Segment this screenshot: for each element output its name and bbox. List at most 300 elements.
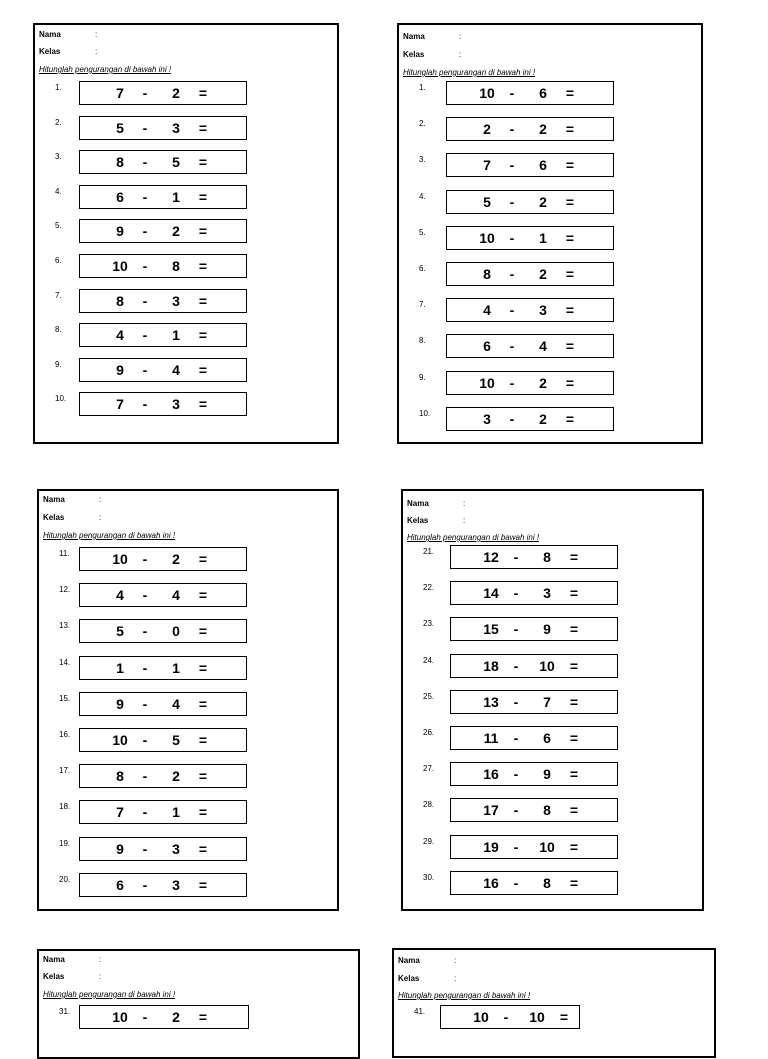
equals-sign: =: [569, 874, 579, 891]
problem-box[interactable]: [79, 800, 247, 824]
minuend: 10: [112, 551, 128, 567]
minuend: 6: [116, 876, 124, 893]
minus-sign: -: [142, 119, 148, 136]
minuend: 10: [479, 85, 495, 101]
problem-number: 24.: [423, 655, 435, 665]
kelas-colon: :: [459, 50, 462, 59]
equals-sign: =: [565, 121, 575, 138]
minuend: 13: [483, 693, 499, 710]
nama-label: Nama: [39, 30, 61, 39]
equals-sign: =: [565, 85, 575, 101]
minus-sign: -: [513, 874, 519, 891]
minus-sign: -: [509, 338, 515, 355]
kelas-label: Kelas: [39, 47, 61, 56]
minus-sign: -: [509, 374, 515, 391]
equals-sign: =: [198, 223, 208, 240]
instruction-text: Hitunglah pengurangan di bawah ini !: [43, 990, 176, 999]
kelas-colon: :: [99, 513, 102, 522]
problem-row: [39, 873, 337, 899]
minus-sign: -: [513, 585, 519, 602]
minus-sign: -: [509, 85, 515, 101]
minuend: 8: [116, 292, 124, 309]
problem-number: 6.: [55, 256, 62, 265]
minuend: 9: [116, 223, 124, 240]
problem-number: 6.: [419, 264, 426, 273]
equals-sign: =: [569, 838, 579, 855]
instruction-text: Hitunglah pengurangan di bawah ini !: [39, 65, 172, 74]
equals-sign: =: [565, 266, 575, 282]
worksheet-sheet: [392, 948, 716, 1058]
problem-row: [403, 835, 702, 861]
kelas-field[interactable]: [39, 47, 98, 56]
problem-row: [403, 690, 702, 716]
kelas-field[interactable]: [398, 974, 457, 983]
problem-row: [403, 762, 702, 788]
problem-number: 5.: [419, 227, 426, 237]
problem-box[interactable]: [450, 617, 618, 641]
subtrahend: 4: [172, 695, 180, 712]
problem-row: [35, 116, 337, 142]
minuend: 3: [483, 410, 491, 427]
subtrahend: 6: [539, 157, 547, 174]
problem-number: 31.: [59, 1007, 71, 1016]
problem-number: 2.: [55, 117, 62, 127]
minus-sign: -: [142, 551, 148, 567]
worksheet-sheet: [397, 23, 703, 444]
subtrahend: 8: [172, 258, 180, 274]
minuend: 4: [116, 327, 124, 344]
problem-number: 7.: [419, 300, 426, 310]
equals-sign: =: [198, 119, 208, 136]
minuend: 10: [112, 1009, 128, 1025]
nama-colon: :: [99, 495, 102, 504]
problem-box[interactable]: [450, 654, 618, 678]
problem-number: 28.: [423, 800, 435, 810]
kelas-field[interactable]: [407, 516, 466, 525]
subtrahend: 2: [172, 551, 180, 567]
problem-row: [399, 334, 701, 360]
equals-sign: =: [198, 840, 208, 857]
problem-row: [403, 545, 702, 571]
problem-row: [399, 117, 701, 143]
kelas-field[interactable]: [403, 50, 462, 59]
minuend: 12: [483, 549, 499, 565]
minuend: 10: [479, 374, 495, 391]
worksheet-sheet: [401, 489, 704, 911]
minuend: 11: [483, 730, 499, 746]
minuend: 8: [116, 154, 124, 171]
minus-sign: -: [509, 266, 515, 282]
minus-sign: -: [513, 693, 519, 710]
problem-box[interactable]: [446, 298, 614, 322]
problem-row: [39, 764, 337, 790]
nama-label: Nama: [407, 499, 429, 508]
problem-box[interactable]: [79, 873, 247, 897]
problem-number: 10.: [55, 394, 67, 404]
problem-row: [403, 581, 702, 607]
subtrahend: 5: [172, 154, 180, 171]
problem-box[interactable]: [79, 656, 247, 680]
kelas-colon: :: [95, 47, 98, 56]
subtrahend: 1: [172, 659, 180, 676]
minuend: 5: [483, 193, 491, 210]
minus-sign: -: [142, 327, 148, 344]
problem-number: 18.: [59, 802, 71, 812]
problem-box[interactable]: [79, 837, 247, 861]
subtrahend: 10: [539, 838, 555, 855]
problem-row: [399, 153, 701, 179]
nama-colon: :: [463, 499, 466, 508]
subtrahend: 9: [543, 766, 551, 783]
minuend: 16: [483, 766, 499, 783]
problem-box[interactable]: [79, 116, 247, 140]
problem-box[interactable]: [450, 726, 618, 750]
problem-row: [35, 289, 337, 315]
nama-field[interactable]: [43, 495, 102, 504]
minus-sign: -: [142, 85, 148, 101]
problem-row: [403, 617, 702, 643]
problem-number: 22.: [423, 583, 435, 593]
problem-row: [399, 226, 701, 252]
problem-number: 1.: [419, 83, 426, 92]
minuend: 10: [473, 1009, 489, 1025]
problem-number: 14.: [59, 657, 71, 667]
minus-sign: -: [142, 804, 148, 821]
minuend: 16: [483, 874, 499, 891]
minus-sign: -: [513, 838, 519, 855]
minus-sign: -: [509, 121, 515, 138]
problem-number: 30.: [423, 872, 435, 882]
minuend: 10: [112, 732, 128, 748]
problem-number: 2.: [419, 119, 426, 129]
equals-sign: =: [565, 157, 575, 174]
minuend: 1: [116, 659, 124, 676]
problem-box[interactable]: [446, 81, 614, 105]
subtrahend: 1: [172, 327, 180, 344]
subtrahend: 4: [172, 587, 180, 604]
minus-sign: -: [513, 621, 519, 638]
problem-number: 8.: [419, 336, 426, 346]
kelas-label: Kelas: [407, 516, 429, 525]
minus-sign: -: [513, 802, 519, 819]
minus-sign: -: [513, 549, 519, 565]
subtrahend: 2: [172, 1009, 180, 1025]
problem-box[interactable]: [446, 262, 614, 286]
minus-sign: -: [142, 258, 148, 274]
nama-field[interactable]: [407, 499, 466, 508]
subtrahend: 8: [543, 802, 551, 819]
minus-sign: -: [142, 188, 148, 205]
problem-number: 21.: [423, 547, 435, 556]
problem-box[interactable]: [79, 1005, 249, 1029]
minus-sign: -: [142, 732, 148, 748]
problem-number: 19.: [59, 838, 71, 848]
kelas-label: Kelas: [43, 513, 65, 522]
equals-sign: =: [569, 693, 579, 710]
problem-number: 5.: [55, 221, 62, 231]
problem-box[interactable]: [79, 81, 247, 105]
minus-sign: -: [142, 361, 148, 378]
minus-sign: -: [142, 223, 148, 240]
nama-colon: :: [459, 32, 462, 41]
subtrahend: 1: [539, 229, 547, 246]
problem-box[interactable]: [79, 219, 247, 243]
problem-number: 4.: [419, 191, 426, 201]
subtrahend: 5: [172, 732, 180, 748]
minus-sign: -: [509, 302, 515, 319]
equals-sign: =: [198, 768, 208, 785]
problem-box[interactable]: [450, 835, 618, 859]
minus-sign: -: [509, 410, 515, 427]
nama-field[interactable]: [403, 32, 462, 41]
problem-box[interactable]: [79, 150, 247, 174]
problem-row: [39, 837, 337, 863]
problem-row: [399, 371, 701, 397]
equals-sign: =: [198, 623, 208, 640]
minuend: 7: [116, 85, 124, 101]
subtrahend: 2: [172, 768, 180, 785]
problem-row: [399, 298, 701, 324]
equals-sign: =: [569, 585, 579, 602]
subtrahend: 2: [539, 121, 547, 138]
minus-sign: -: [142, 154, 148, 171]
subtrahend: 0: [172, 623, 180, 640]
minus-sign: -: [513, 657, 519, 674]
problem-box[interactable]: [79, 764, 247, 788]
minuend: 14: [483, 585, 499, 602]
minuend: 18: [483, 657, 499, 674]
problem-box[interactable]: [446, 407, 614, 431]
problem-box[interactable]: [440, 1005, 580, 1029]
problem-box[interactable]: [79, 185, 247, 209]
equals-sign: =: [565, 229, 575, 246]
problem-box[interactable]: [446, 190, 614, 214]
subtrahend: 6: [543, 730, 551, 746]
problem-row: [35, 150, 337, 176]
worksheet-sheet: [37, 949, 360, 1059]
subtrahend: 10: [529, 1009, 545, 1025]
problem-box[interactable]: [446, 371, 614, 395]
minus-sign: -: [513, 730, 519, 746]
subtrahend: 2: [539, 193, 547, 210]
minuend: 6: [116, 188, 124, 205]
minus-sign: -: [503, 1009, 509, 1025]
equals-sign: =: [569, 549, 579, 565]
problem-row: [39, 800, 337, 826]
problem-number: 27.: [423, 764, 435, 774]
equals-sign: =: [569, 802, 579, 819]
problem-box[interactable]: [446, 117, 614, 141]
minus-sign: -: [142, 659, 148, 676]
problem-number: 13.: [59, 621, 71, 631]
problem-row: [35, 323, 337, 349]
minuend: 6: [483, 338, 491, 355]
minuend: 4: [483, 302, 491, 319]
equals-sign: =: [198, 551, 208, 567]
problem-row: [39, 656, 337, 682]
minuend: 10: [479, 229, 495, 246]
subtrahend: 1: [172, 804, 180, 821]
instruction-text: Hitunglah pengurangan di bawah ini !: [43, 531, 176, 540]
minus-sign: -: [513, 766, 519, 783]
problem-row: [403, 654, 702, 680]
problem-row: [39, 1005, 358, 1031]
kelas-label: Kelas: [43, 972, 65, 981]
problem-row: [39, 547, 337, 573]
problem-number: 11.: [59, 549, 70, 558]
problem-box[interactable]: [450, 545, 618, 569]
kelas-field[interactable]: [43, 513, 102, 522]
minus-sign: -: [509, 229, 515, 246]
minuend: 9: [116, 695, 124, 712]
equals-sign: =: [198, 1009, 208, 1025]
problem-box[interactable]: [446, 226, 614, 250]
equals-sign: =: [198, 876, 208, 893]
equals-sign: =: [565, 193, 575, 210]
subtrahend: 3: [539, 302, 547, 319]
minuend: 10: [112, 258, 128, 274]
equals-sign: =: [198, 732, 208, 748]
problem-number: 3.: [419, 155, 426, 165]
subtrahend: 10: [539, 657, 555, 674]
problem-row: [403, 726, 702, 752]
kelas-label: Kelas: [403, 50, 425, 59]
nama-label: Nama: [43, 495, 65, 504]
nama-field[interactable]: [43, 955, 102, 964]
nama-label: Nama: [403, 32, 425, 41]
minuend: 8: [483, 266, 491, 282]
minuend: 7: [483, 157, 491, 174]
problem-number: 23.: [423, 619, 435, 629]
problem-row: [399, 81, 701, 107]
nama-field[interactable]: [398, 956, 457, 965]
minus-sign: -: [142, 695, 148, 712]
minus-sign: -: [142, 1009, 148, 1025]
instruction-text: Hitunglah pengurangan di bawah ini !: [398, 991, 531, 1000]
problem-box[interactable]: [446, 334, 614, 358]
problem-box[interactable]: [450, 871, 618, 895]
problem-box[interactable]: [79, 254, 247, 278]
subtrahend: 2: [172, 223, 180, 240]
minuend: 5: [116, 623, 124, 640]
equals-sign: =: [198, 188, 208, 205]
equals-sign: =: [569, 730, 579, 746]
nama-label: Nama: [43, 955, 65, 964]
minuend: 2: [483, 121, 491, 138]
equals-sign: =: [569, 621, 579, 638]
equals-sign: =: [198, 154, 208, 171]
kelas-colon: :: [463, 516, 466, 525]
minuend: 8: [116, 768, 124, 785]
equals-sign: =: [198, 361, 208, 378]
problem-box[interactable]: [79, 392, 247, 416]
minuend: 19: [483, 838, 499, 855]
nama-colon: :: [95, 30, 98, 39]
nama-field[interactable]: [39, 30, 98, 39]
problem-number: 41.: [414, 1007, 426, 1016]
problem-number: 26.: [423, 728, 435, 737]
subtrahend: 3: [543, 585, 551, 602]
problem-box[interactable]: [450, 581, 618, 605]
minus-sign: -: [142, 876, 148, 893]
nama-colon: :: [99, 955, 102, 964]
nama-colon: :: [454, 956, 457, 965]
problem-number: 25.: [423, 691, 435, 701]
problem-number: 20.: [59, 874, 71, 884]
problem-number: 10.: [419, 408, 431, 418]
minus-sign: -: [509, 157, 515, 174]
equals-sign: =: [198, 695, 208, 712]
subtrahend: 3: [172, 840, 180, 857]
problem-row: [403, 798, 702, 824]
problem-number: 8.: [55, 325, 62, 335]
minuend: 15: [483, 621, 499, 638]
subtrahend: 2: [539, 266, 547, 282]
minuend: 7: [116, 804, 124, 821]
problem-box[interactable]: [79, 323, 247, 347]
equals-sign: =: [559, 1009, 569, 1025]
worksheet-sheet: [33, 23, 339, 444]
equals-sign: =: [198, 258, 208, 274]
problem-box[interactable]: [79, 583, 247, 607]
subtrahend: 1: [172, 188, 180, 205]
problem-number: 29.: [423, 836, 435, 846]
problem-box[interactable]: [450, 690, 618, 714]
subtrahend: 4: [172, 361, 180, 378]
problem-row: [35, 392, 337, 418]
minus-sign: -: [142, 623, 148, 640]
kelas-colon: :: [99, 972, 102, 981]
subtrahend: 3: [172, 292, 180, 309]
minuend: 9: [116, 840, 124, 857]
problem-box[interactable]: [79, 619, 247, 643]
problem-box[interactable]: [79, 358, 247, 382]
problem-box[interactable]: [450, 762, 618, 786]
equals-sign: =: [565, 410, 575, 427]
nama-label: Nama: [398, 956, 420, 965]
minuend: 7: [116, 396, 124, 413]
minuend: 4: [116, 587, 124, 604]
subtrahend: 8: [543, 874, 551, 891]
problem-box[interactable]: [79, 728, 247, 752]
subtrahend: 2: [539, 374, 547, 391]
minuend: 5: [116, 119, 124, 136]
problem-number: 17.: [59, 766, 71, 776]
problem-row: [35, 81, 337, 107]
kelas-field[interactable]: [43, 972, 102, 981]
problem-number: 4.: [55, 186, 62, 196]
problem-row: [35, 254, 337, 280]
subtrahend: 2: [172, 85, 180, 101]
problem-box[interactable]: [79, 289, 247, 313]
problem-box[interactable]: [79, 692, 247, 716]
problem-box[interactable]: [79, 547, 247, 571]
equals-sign: =: [569, 657, 579, 674]
problem-number: 16.: [59, 730, 71, 739]
subtrahend: 3: [172, 876, 180, 893]
subtrahend: 6: [539, 85, 547, 101]
kelas-label: Kelas: [398, 974, 420, 983]
minus-sign: -: [142, 292, 148, 309]
problem-number: 9.: [55, 359, 62, 369]
subtrahend: 8: [543, 549, 551, 565]
problem-box[interactable]: [446, 153, 614, 177]
problem-row: [39, 583, 337, 609]
problem-box[interactable]: [450, 798, 618, 822]
equals-sign: =: [198, 327, 208, 344]
problem-row: [35, 219, 337, 245]
minus-sign: -: [509, 193, 515, 210]
